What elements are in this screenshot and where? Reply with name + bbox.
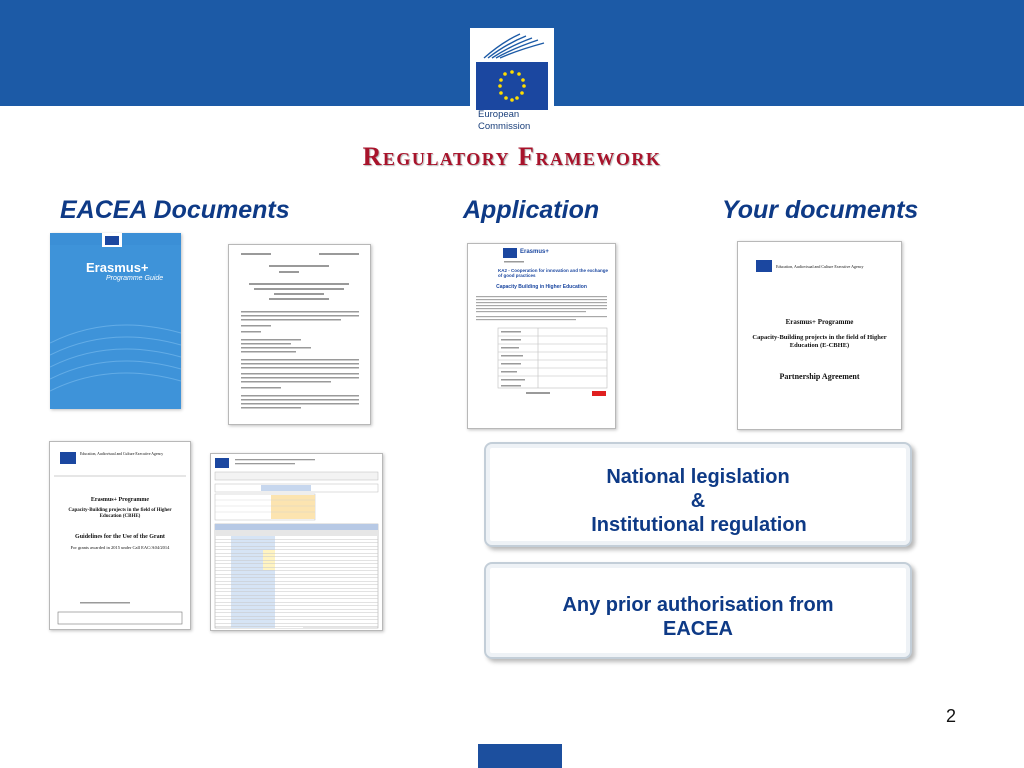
slide-title: Regulatory Framework xyxy=(362,142,662,171)
cover-subtitle: Programme Guide xyxy=(106,275,164,282)
partnership-agency-header: Education, Audiovisual and Culture Executive Agency xyxy=(776,264,864,269)
logo-line-commission: Commission xyxy=(478,121,531,132)
heading-application: Application xyxy=(463,196,600,224)
partnership-programme: Erasmus+ Programme xyxy=(785,318,854,326)
national-legislation-callout xyxy=(484,442,912,547)
guidelines-title: Guidelines for the Use of the Grant xyxy=(75,534,165,540)
callout-line-ampersand: & xyxy=(690,490,706,512)
budget-spreadsheet-thumbnail xyxy=(210,453,383,631)
application-heading: KA2 - Cooperation for innovation and the exchange of good practices xyxy=(498,268,609,278)
callout-line-eacea: EACEA xyxy=(662,618,733,640)
logo-line-european: European xyxy=(478,109,520,120)
callout-line-institutional: Institutional regulation xyxy=(591,514,807,536)
application-subheading: Capacity Building in Higher Education xyxy=(496,284,587,290)
bottom-flag-bar xyxy=(478,744,562,768)
guidelines-agency-header: Education, Audiovisual and Culture Executive Agency xyxy=(80,452,164,456)
cover-brand: Erasmus+ xyxy=(86,260,149,275)
guidelines-project: Capacity-Building projects in the field of Higher Education (CBHE) xyxy=(68,508,172,519)
application-brand: Erasmus+ xyxy=(520,249,549,255)
logo-text xyxy=(478,109,548,133)
guidelines-grants-note: For grants awarded in 2015 under Call EAC/A04/2014 xyxy=(70,545,170,550)
heading-eacea-documents: EACEA Documents xyxy=(60,196,290,224)
partnership-agreement-title: Partnership Agreement xyxy=(779,372,860,381)
prior-authorisation-callout xyxy=(484,562,912,659)
partnership-agreement-thumbnail xyxy=(737,241,902,430)
document-text-lines xyxy=(229,245,370,424)
programme-guide-thumbnail xyxy=(50,233,181,409)
page-number: 2 xyxy=(946,706,957,726)
heading-your-documents: Your documents xyxy=(722,196,919,224)
spreadsheet-rows xyxy=(215,536,378,628)
callout-line-national: National legislation xyxy=(606,466,790,488)
callout-line-prior: Any prior authorisation from xyxy=(562,594,834,616)
partnership-project: Capacity-Building projects in the field of Higher Education (E-CBHE) xyxy=(752,334,887,349)
application-form-thumbnail xyxy=(467,243,616,429)
grant-agreement-thumbnail xyxy=(228,244,371,425)
guidelines-thumbnail xyxy=(49,441,191,630)
guidelines-programme: Erasmus+ Programme xyxy=(90,497,150,503)
